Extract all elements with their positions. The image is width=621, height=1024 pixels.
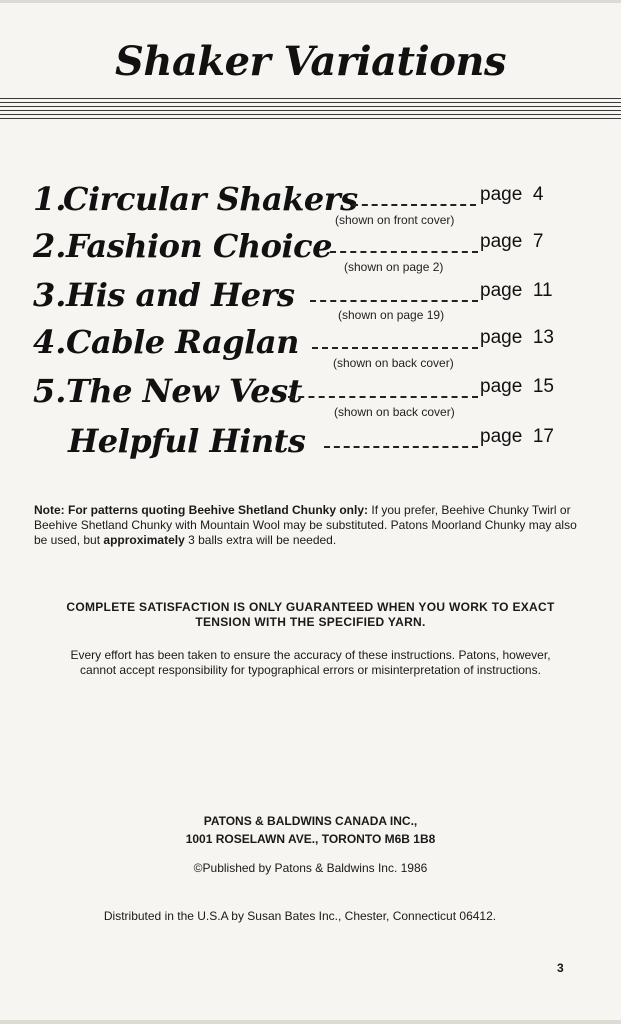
publisher-block bbox=[0, 812, 621, 848]
top-edge bbox=[0, 0, 621, 3]
item-note: (shown on page 19) bbox=[338, 308, 445, 322]
note-bold-lead: Note: For patterns quoting Beehive Shetland Chunky only: bbox=[34, 503, 369, 517]
contents-item[interactable] bbox=[0, 323, 621, 373]
leader-dots bbox=[324, 436, 478, 448]
item-name: Cable Raglan bbox=[66, 323, 299, 361]
item-page: page 4 bbox=[480, 184, 544, 205]
note-text-1: If you prefer, Beehive Chunky Twirl or Beehive Shetland Chunky with Mountain Wool may be substituted. Patons Moorland Chunky may also be used, but bbox=[34, 503, 577, 547]
contents-item[interactable] bbox=[0, 372, 621, 422]
item-name: Circular Shakers bbox=[63, 180, 358, 218]
leader-dots bbox=[288, 386, 478, 398]
contents-item[interactable] bbox=[0, 180, 621, 230]
item-name: Fashion Choice bbox=[66, 227, 332, 265]
leader-dots bbox=[312, 337, 478, 349]
item-name: Helpful Hints bbox=[68, 422, 306, 460]
disclaimer-line-1: Every effort has been taken to ensure the accuracy of these instructions. Patons, however, bbox=[70, 648, 551, 662]
item-number: 4. bbox=[33, 323, 67, 361]
leader-dots bbox=[330, 241, 478, 253]
title-rules bbox=[0, 98, 621, 122]
disclaimer-line-2: cannot accept responsibility for typographical errors or misinterpretation of instructions. bbox=[80, 663, 541, 677]
publisher-name: PATONS & BALDWINS CANADA INC., bbox=[203, 814, 418, 828]
item-name: His and Hers bbox=[66, 276, 295, 314]
page-title: Shaker Variations bbox=[115, 38, 506, 85]
item-page: page 17 bbox=[480, 426, 554, 447]
item-note: (shown on back cover) bbox=[334, 405, 455, 419]
item-name: The New Vest bbox=[66, 372, 302, 410]
guarantee-line-2: TENSION WITH THE SPECIFIED YARN. bbox=[195, 615, 426, 629]
distributed-line: Distributed in the U.S.A by Susan Bates Inc., Chester, Connecticut 06412. bbox=[103, 909, 497, 923]
leader-dots bbox=[352, 194, 476, 206]
item-note: (shown on page 2) bbox=[344, 260, 444, 274]
item-note: (shown on front cover) bbox=[335, 213, 455, 227]
item-note: (shown on back cover) bbox=[333, 356, 454, 370]
note-bold-mid: approximately bbox=[103, 533, 185, 547]
item-number: 5. bbox=[33, 372, 67, 410]
item-number: 3. bbox=[33, 276, 67, 314]
item-page: page 15 bbox=[480, 376, 554, 397]
guarantee-notice bbox=[20, 600, 601, 630]
disclaimer bbox=[20, 648, 601, 678]
item-number: 2. bbox=[33, 227, 67, 265]
contents-item[interactable] bbox=[0, 276, 621, 326]
publisher-address: 1001 ROSELAWN AVE., TORONTO M6B 1B8 bbox=[185, 832, 436, 846]
item-page: page 13 bbox=[480, 327, 554, 348]
contents-item[interactable] bbox=[0, 227, 621, 277]
published-line: ©Published by Patons & Baldwins Inc. 1986 bbox=[193, 861, 428, 875]
yarn-note bbox=[34, 503, 588, 548]
leader-dots bbox=[310, 290, 478, 302]
bottom-edge bbox=[0, 1020, 621, 1024]
note-text-2: 3 balls extra will be needed. bbox=[184, 533, 337, 547]
item-page: page 7 bbox=[480, 231, 544, 252]
item-number: 1. bbox=[33, 180, 67, 218]
item-page: page 11 bbox=[480, 280, 553, 301]
guarantee-line-1: COMPLETE SATISFACTION IS ONLY GUARANTEED WHEN YOU WORK TO EXACT bbox=[66, 600, 555, 614]
page-number: 3 bbox=[557, 961, 564, 975]
contents-item[interactable] bbox=[0, 422, 621, 472]
